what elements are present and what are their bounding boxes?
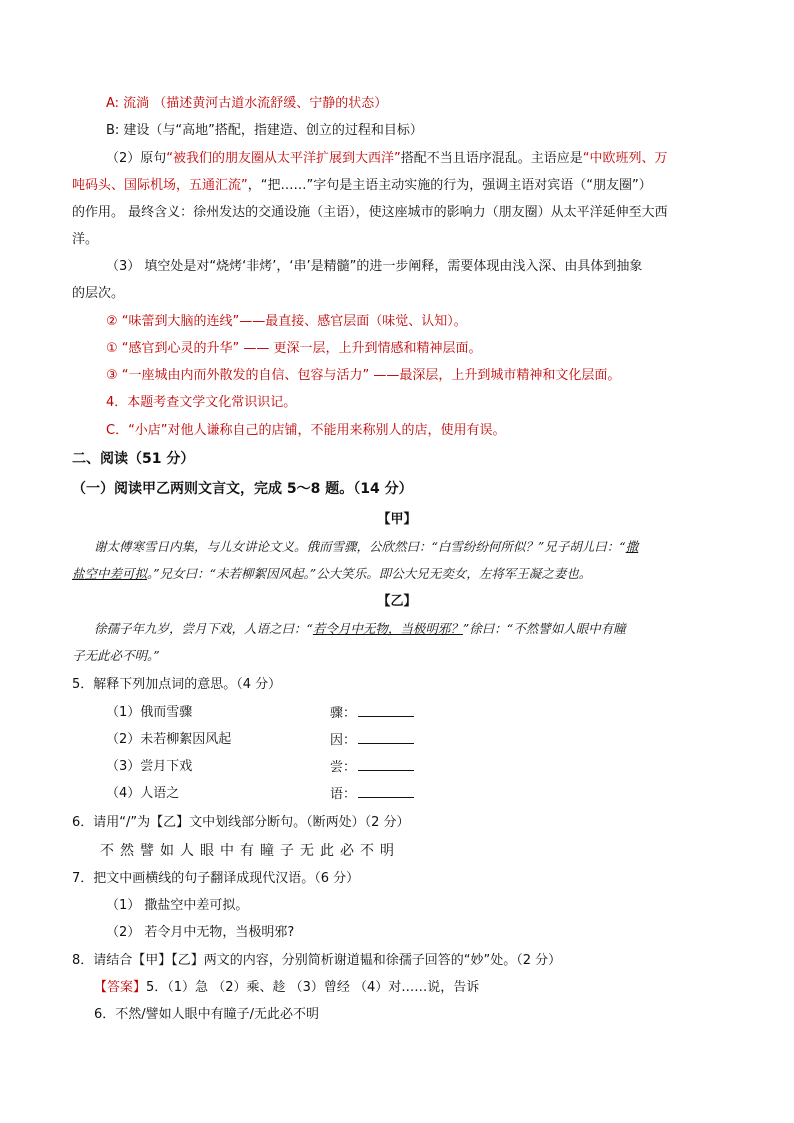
list-item-3: ③ “一座城由内而外散发的自信、包容与活力” ——最深层，上升到城市精神和文化层面。	[106, 368, 621, 383]
yi-text-end: ”徐曰：“不然譬如人眼中有瞳	[462, 621, 626, 636]
para-3-line-1: （3） 填空处是对“烧烤‘非烤’，‘串’是精髓”的进一步阐释，需要体现由浅入深、由具体到抽象	[106, 259, 643, 274]
answer-line-5	[94, 977, 479, 999]
question-7: 7．把文中画横线的句子翻译成现代汉语。（6 分）	[72, 871, 360, 886]
q4-option-c: C．“小店”对他人谦称自己的店铺，不能用来称别人的店，使用有误。	[106, 423, 506, 438]
q7-item-1: （1） 撒盐空中差可拟。	[106, 898, 249, 913]
para-3-line-2: 的层次。	[72, 286, 125, 301]
q5-blank-4	[330, 783, 414, 806]
para-2-subject-cont: 吨码头、国际机场，五通汇流”	[72, 178, 248, 193]
q5-blank-label: 语：	[330, 787, 357, 802]
answer-label: 【答案】	[94, 980, 147, 995]
answer-blank[interactable]	[358, 729, 414, 744]
passage-yi-line-1	[94, 618, 626, 640]
para-2-prefix: （2）原句	[106, 151, 167, 166]
jia-underline-cont: 盐空中差可拟	[72, 566, 148, 581]
para-2-quote: “被我们的朋友圈从太平洋扩展到大西洋”	[166, 151, 401, 166]
q5-item-3: （3）尝月下戏	[106, 759, 193, 774]
list-item-2: ② “味蕾到大脑的连线”——最直接、感官层面（味觉、认知）。	[106, 314, 467, 329]
answer-blank[interactable]	[358, 756, 414, 771]
jia-underline: 撒	[625, 539, 639, 554]
option-a: A: 流淌 （描述黄河古道水流舒缓、宁静的状态）	[106, 96, 388, 111]
answer-5: 5．（1）急 （2）乘、趁 （3）曾经 （4）对……说，告诉	[146, 980, 480, 995]
option-b: B: 建设（与“高地”搭配，指建造、创立的过程和目标）	[106, 123, 423, 138]
para-2-subject: “中欧班列、万	[582, 151, 668, 166]
answer-blank[interactable]	[358, 783, 414, 798]
question-5: 5．解释下列加点词的意思。（4 分）	[72, 677, 282, 692]
q5-blank-label: 尝：	[330, 760, 357, 775]
passage-jia-title: 【甲】	[377, 512, 417, 527]
q7-item-2: （2） 若令月中无物，当极明邪?	[106, 925, 295, 940]
jia-text: 谢太傅寒雪日内集，与儿女讲论文义。俄而雪骤，公欣然曰：“白雪纷纷何所似？”兄子胡儿曰：“	[94, 539, 626, 554]
passage-yi-line-2: 子无此必不明。”	[72, 648, 160, 663]
q5-blank-label: 骤：	[330, 706, 357, 721]
q5-blank-2	[330, 729, 414, 752]
para-2-mid: 搭配不当且语序混乱。主语应是	[400, 151, 583, 166]
q4-answer: 4．本题考查文学文化常识识记。	[106, 395, 297, 410]
list-item-1: ① “感官到心灵的升华” —— 更深一层，上升到情感和精神层面。	[106, 341, 482, 356]
q5-item-4: （4）人语之	[106, 786, 180, 801]
subsection-heading: （一）阅读甲乙两则文言文，完成 5～8 题。（14 分）	[72, 481, 413, 497]
jia-text-cont: 。”兄女曰：“未若柳絮因风起。”公大笑乐。即公大兄无奕女，左将军王凝之妻也。	[147, 566, 592, 581]
answer-line-6: 6．不然/譬如人眼中有瞳子/无此必不明	[94, 1007, 320, 1022]
section-heading: 二、阅读（51 分）	[72, 451, 195, 467]
yi-text: 徐孺子年九岁，尝月下戏，人语之曰：“	[94, 621, 313, 636]
q5-blank-1	[330, 702, 414, 725]
para-2-explain: ，“把……”字句是主语主动实施的行为，强调主语对宾语（“朋友圈”）	[247, 178, 652, 193]
q5-blank-label: 因：	[330, 733, 357, 748]
question-6: 6．请用“/”为【乙】文中划线部分断句。（断两处）（2 分）	[72, 815, 410, 830]
yi-underline: 若令月中无物，当极明邪？	[312, 621, 463, 636]
para-2-line-2	[72, 175, 652, 197]
q6-sentence: 不然譬如人眼中有瞳子无此必不明	[100, 843, 400, 859]
para-2-line-4: 洋。	[72, 232, 99, 247]
question-8: 8．请结合【甲】【乙】两文的内容，分别简析谢道韫和徐孺子回答的“妙”处。（2 分）	[72, 953, 562, 968]
q5-item-2: （2）未若柳絮因风起	[106, 732, 232, 747]
para-2-line-3: 的作用。 最终含义：徐州发达的交通设施（主语），使这座城市的影响力（朋友圈）从太平洋延伸至大西	[72, 205, 668, 220]
answer-blank[interactable]	[358, 702, 414, 717]
q5-item-1: （1）俄而雪骤	[106, 705, 193, 720]
q5-blank-3	[330, 756, 414, 779]
passage-yi-title: 【乙】	[377, 594, 417, 609]
passage-jia-line-1	[94, 536, 638, 558]
passage-jia-line-2	[72, 563, 591, 585]
para-2-line-1	[106, 148, 668, 170]
